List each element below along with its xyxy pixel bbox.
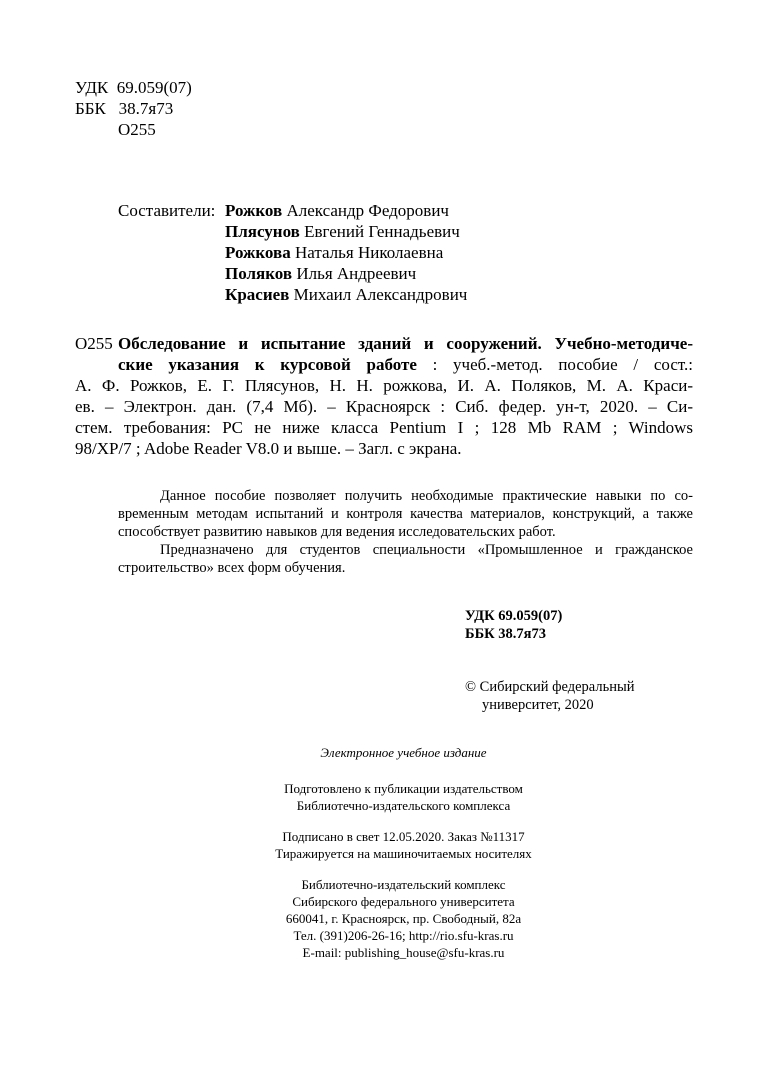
compilers-label: Составители: xyxy=(118,201,216,220)
signed-line: Подписано в свет 12.05.2020. Заказ №11317 xyxy=(282,829,525,844)
bib-line-2 xyxy=(118,354,693,375)
compiler-names: Александр Федорович xyxy=(286,201,449,220)
annotation-p1-line2: временным методам испытаний и контроля качества материалов, конструкций, а также xyxy=(118,506,693,522)
prepared-line1: Подготовлено к публикации издательством xyxy=(284,781,523,796)
bib-line-6: 98/XP/7 ; Adobe Reader V8.0 и выше. – Загл. с экрана. xyxy=(75,439,462,458)
compiler-names: Евгений Геннадьевич xyxy=(304,222,460,241)
compiler-surname: Красиев xyxy=(225,285,290,304)
annotation-p2-line1: Предназначено для студентов специальности «Промышленное и гражданское xyxy=(160,542,693,558)
bib-title-part2: ские указания к курсовой работе xyxy=(118,355,417,374)
copyright-line1: © Сибирский федеральный xyxy=(465,679,635,695)
phone-web-line: Тел. (391)206-26-16; http://rio.sfu-kras.ru xyxy=(293,928,514,943)
prepared-line2: Библиотечно-издательского комплекса xyxy=(296,798,511,813)
compiler-surname: Плясунов xyxy=(225,222,300,241)
address-line: 660041, г. Красноярск, пр. Свободный, 82а xyxy=(285,911,522,926)
publisher-line2: Сибирского федерального университета xyxy=(292,894,515,909)
replicated-line: Тиражируется на машиночитаемых носителях xyxy=(275,846,532,861)
compiler-surname: Рожкова xyxy=(225,243,291,262)
udk-label: УДК xyxy=(75,78,109,97)
bibliographic-mark: О255 xyxy=(75,334,113,353)
compiler-names: Илья Андреевич xyxy=(296,264,417,283)
bib-line-4: ев. – Электрон. дан. (7,4 Мб). – Красноярск : Сиб. федер. ун-т, 2020. – Си- xyxy=(75,397,693,416)
edition-type: Электронное учебное издание xyxy=(320,745,487,760)
udk-line xyxy=(75,77,192,98)
annotation-p1-line3: способствует развитию навыков для ведения исследовательских работ. xyxy=(118,524,556,540)
author-mark: О255 xyxy=(118,120,156,139)
bib-authors: А. Ф. Рожков, Е. Г. Плясунов, Н. Н. рожкова, И. А. Поляков, М. А. Краси- xyxy=(75,376,693,395)
udk-bottom: УДК 69.059(07) xyxy=(465,608,563,624)
compiler-surname: Рожков xyxy=(225,201,283,220)
bbk-line xyxy=(75,98,173,119)
email-line: E-mail: publishing_house@sfu-kras.ru xyxy=(302,945,505,960)
bbk-label: ББК xyxy=(75,99,106,118)
udk-value: 69.059(07) xyxy=(116,78,192,97)
annotation-p1-line1: Данное пособие позволяет получить необходимые практические навыки по со- xyxy=(160,488,693,504)
compiler-surname: Поляков xyxy=(225,264,293,283)
compiler-2 xyxy=(225,221,460,242)
compiler-names: Наталья Николаевна xyxy=(294,243,444,262)
bib-line-2-rest: : учеб.-метод. пособие / сост.: xyxy=(416,355,693,374)
annotation-p2-line2: строительство» всех форм обучения. xyxy=(118,560,346,576)
compiler-4 xyxy=(225,263,416,284)
compiler-1 xyxy=(225,200,449,221)
bbk-bottom: ББК 38.7я73 xyxy=(465,626,547,642)
copyright-line2: университет, 2020 xyxy=(482,697,594,713)
compiler-names: Михаил Александрович xyxy=(293,285,468,304)
bib-line-5: стем. требования: PC не ниже класса Pentium I ; 128 Mb RAM ; Windows xyxy=(75,418,693,437)
bib-title-part1: Обследование и испытание зданий и сооружений. Учебно-методиче- xyxy=(118,334,693,353)
compiler-3 xyxy=(225,242,443,263)
publisher-line1: Библиотечно-издательский комплекс xyxy=(301,877,506,892)
compiler-5 xyxy=(225,284,467,305)
bib-line-3-full xyxy=(75,375,693,396)
bib-line-1 xyxy=(118,333,693,354)
bbk-value: 38.7я73 xyxy=(118,99,174,118)
